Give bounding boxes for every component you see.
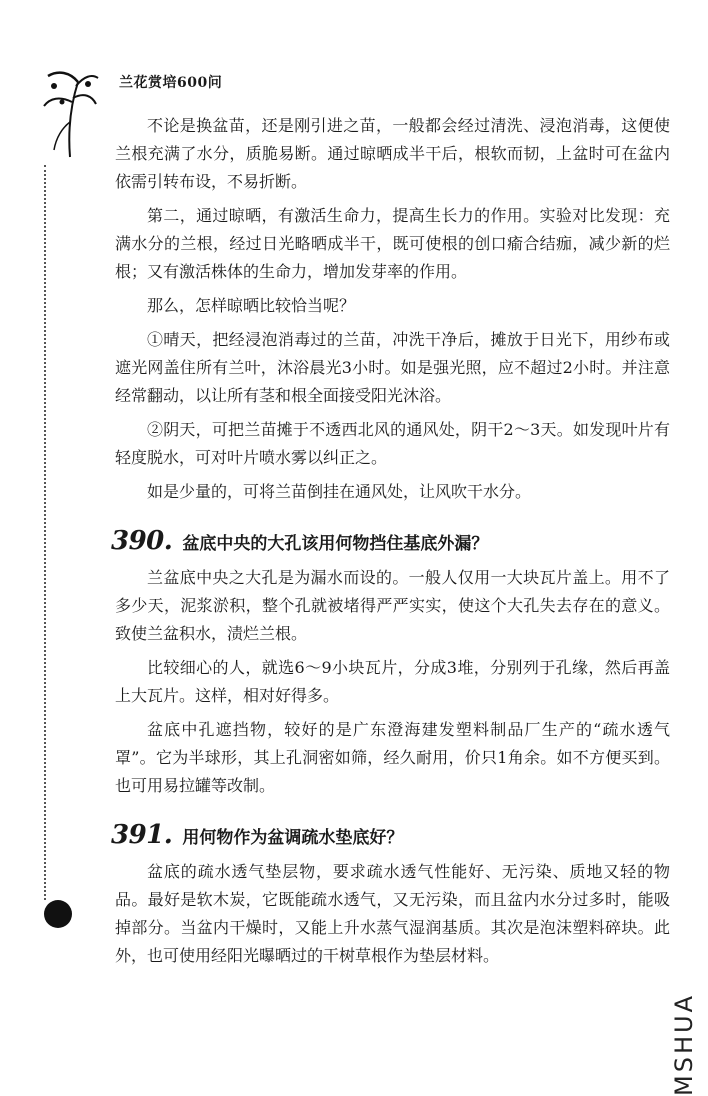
body-paragraph: 如是少量的，可将兰苗倒挂在通风处，让风吹干水分。 (147, 482, 532, 501)
orchid-decoration-icon (40, 62, 100, 162)
margin-bullet-dot (44, 900, 72, 928)
body-paragraph: 那么，怎样晾晒比较恰当呢？ (147, 296, 356, 315)
body-paragraph: 盆底中孔遮挡物，较好的是广东澄海建发塑料制品厂生产的“疏水透气罩”。它为半球形，其上孔洞密如筛，经久耐用，价只1角余。如不方便买到。也可用易拉罐等改制。 (115, 720, 670, 795)
page-header-title: 兰花赏培600问 (119, 75, 223, 91)
body-paragraph: 兰盆底中央之大孔是为漏水而设的。一般人仅用一大块瓦片盖上。用不了多少天，泥浆淤积，整个孔就被堵得严严实实，使这个大孔失去存在的意义。致使兰盆积水，渍烂兰根。 (115, 568, 670, 643)
section-391-heading (111, 820, 670, 850)
page-content (111, 112, 670, 976)
margin-dotted-line (44, 165, 46, 900)
body-paragraph: 盆底的疏水透气垫层物，要求疏水透气性能好、无污染、质地又轻的物品。最好是软木炭，它既能疏水透气，又无污染，而且盆内水分过多时，能吸掉部分。当盆内干燥时，又能上升水蒸气湿润基质。其次是泡沫塑料碎块。此外，也可使用经阳光曝晒过的干树草根作为垫层材料。 (115, 862, 670, 965)
body-paragraph: 不论是换盆苗，还是刚引进之苗，一般都会经过清洗、浸泡消毒，这便使兰根充满了水分，质脆易断。通过晾晒成半干后，根软而韧，上盆时可在盆内依需引转布设，不易折断。 (115, 116, 670, 191)
section-title: 用何物作为盆调疏水垫底好？ (182, 828, 404, 848)
body-paragraph: 比较细心的人，就选6～9小块瓦片，分成3堆，分别列于孔缘，然后再盖上大瓦片。这样，相对好得多。 (115, 658, 670, 705)
body-paragraph: 第二，通过晾晒，有激活生命力，提高生长力的作用。实验对比发现：充满水分的兰根，经过日光略晒成半干，既可使根的创口瘉合结痂，减少新的烂根；又有激活株体的生命力，增加发芽率的作用。 (115, 206, 670, 281)
section-number: 391. (111, 820, 173, 850)
body-paragraph: ①晴天，把经浸泡消毒过的兰苗，冲洗干净后，摊放于日光下，用纱布或遮光网盖住所有兰叶，沐浴晨光3小时。如是强光照，应不超过2小时。并注意经常翻动，以让所有茎和根全面接受阳光沐浴。 (115, 330, 670, 405)
section-title: 盆底中央的大孔该用何物挡住基底外漏？ (182, 534, 489, 554)
section-390-heading (111, 526, 670, 556)
body-paragraph: ②阴天，可把兰苗摊于不透西北风的通风处，阴干2～3天。如发现叶片有轻度脱水，可对叶片喷水雾以纠正之。 (115, 420, 670, 467)
section-number: 390. (111, 526, 173, 556)
watermark-text: MSHUA (670, 993, 698, 1096)
